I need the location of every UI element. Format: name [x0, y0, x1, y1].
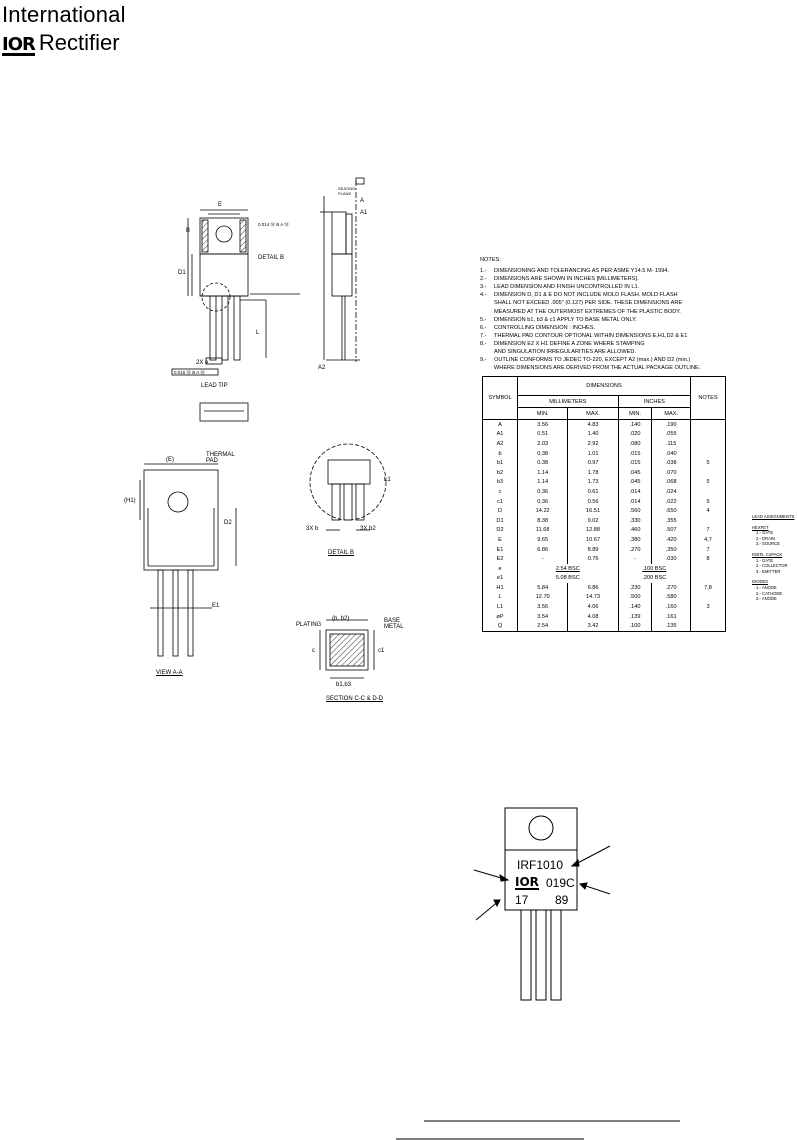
table-row: b2 1.14 1.78 .045 .070 — [483, 468, 726, 478]
part-number-marking: IRF1010 — [517, 858, 564, 872]
ior-logo-marking: IOR — [515, 875, 539, 889]
table-row: E 9.65 10.67 .380 .420 4,7 — [483, 535, 726, 545]
company-name-line1: International — [2, 2, 126, 27]
dim-e-paren-label: (E) — [166, 457, 174, 463]
side-view — [320, 178, 364, 362]
table-row: H1 5.84 6.86 .230 .270 7,8 — [483, 583, 726, 593]
lead-group-name: HEXFET — [752, 524, 769, 530]
dim-d2-label: D2 — [224, 520, 232, 526]
two-x-e-label: 2X e — [196, 360, 209, 366]
lead-item: 2.- COLLECTOR — [756, 563, 788, 569]
note-item: 7.- THERMAL PAD CONTOUR OPTIONAL WITHIN DIMENSIONS E,H1,D2 & E1 — [480, 332, 688, 339]
note-item: 6.- CONTROLLING DIMENSION : INCHES. — [480, 324, 596, 331]
note-item: 9.- OUTLINE CONFORMS TO JEDEC TO-220, EXCEPT A2 (max.) AND D2 (min.) — [480, 357, 691, 364]
mm-max-header: MAX. — [568, 408, 618, 420]
table-row: A1 0.51 1.40 .020 .055 — [483, 430, 726, 440]
note-item: 1.- DIMENSIONING AND TOLERANCING AS PER ASME Y14.5 M- 1994. — [480, 268, 670, 275]
dim-d1-label: D1 — [178, 270, 186, 276]
table-row: L1 3.56 4.06 .140 .160 3 — [483, 602, 726, 612]
table-row: Q 2.54 3.42 .100 .135 — [483, 621, 726, 631]
lead-item: 3.- SOURCE — [756, 541, 780, 547]
dim-b-label: B — [186, 228, 191, 234]
lead-item: 3.- EMITTER — [756, 568, 781, 574]
in-max-header: MAX. — [652, 408, 691, 420]
front-view — [172, 210, 300, 421]
detail-b — [310, 444, 386, 530]
table-row: b1 0.38 0.97 .015 .038 5 — [483, 458, 726, 468]
notes-block — [480, 256, 790, 372]
dim-a-label: A — [360, 198, 365, 204]
lead-item: 1.- GATE — [756, 557, 774, 563]
left-code-marking: 17 — [515, 893, 529, 907]
table-row: A 3.56 4.83 .140 .190 — [483, 420, 726, 430]
note-item: 3.- LEAD DIMENSION AND FINISH UNCONTROLLED IN L1. — [480, 284, 640, 291]
table-row: E1 6.86 8.89 .270 .350 7 — [483, 545, 726, 555]
note-item: MEASURED AT THE OUTERMOST EXTREMES OF THE PLASTIC BODY. — [494, 308, 681, 315]
note-item: SHALL NOT EXCEED .005" (0.127) PER SIDE. THESE DIMENSIONS ARE — [494, 300, 683, 307]
lead-item: 2.- DRAIN — [756, 535, 776, 541]
table-row: b3 1.14 1.73 .045 .068 5 — [483, 478, 726, 488]
dim-l-label: L — [256, 330, 260, 336]
dim-e1-label: E1 — [212, 603, 220, 609]
table-row: c 0.36 0.61 .014 .024 — [483, 487, 726, 497]
note-item: WHERE DIMENSIONS ARE DERIVED FROM THE ACTUAL PACKAGE OUTLINE. — [494, 365, 701, 372]
table-row: øP 3.54 4.08 .139 .161 — [483, 612, 726, 622]
three-x-b2-label: 3X b2 — [360, 526, 376, 532]
ior-logo: IOR — [2, 34, 35, 55]
base-metal-label: BASE METAL — [384, 618, 404, 630]
table-row: E2 - 0.76 - .030 8 — [483, 554, 726, 564]
inches-header: INCHES — [618, 396, 690, 408]
notes-header: NOTES — [691, 377, 726, 420]
lead-assignments — [752, 512, 796, 602]
detail-b-ref-label: DETAIL B — [258, 255, 285, 261]
lead-group-name: DIODES — [752, 579, 769, 585]
note-item: 4.- DIMENSION D, D1 & E DO NOT INCLUDE MOLD FLASH. MOLD FLASH — [480, 292, 678, 299]
dim-l1-label: L1 — [384, 477, 391, 483]
notes-heading: NOTES: — [480, 257, 501, 263]
in-min-header: MIN. — [618, 408, 652, 420]
note-item: 5.- DIMENSION b1, b3 & c1 APPLY TO BASE METAL ONLY. — [480, 316, 637, 323]
datum-tolerance-label: 0.015 Ⓜ B A Ⓜ — [174, 370, 205, 375]
date-code-marking: 019C — [546, 876, 575, 890]
b1-b3-label: b1,b3 — [336, 682, 352, 688]
b-b2-label: (b, b2) — [332, 616, 350, 622]
seating-plane-label: SEATING PLANE — [338, 186, 356, 196]
table-row: c1 0.36 0.56 .014 .022 5 — [483, 497, 726, 507]
mm-min-header: MIN. — [518, 408, 568, 420]
lead-tip-label: LEAD TIP — [201, 383, 228, 389]
lead-assignments-title: LEAD ASSIGNMENTS — [752, 514, 795, 519]
dim-c-label: c — [312, 648, 315, 654]
symbol-header: SYMBOL — [483, 377, 518, 420]
right-code-marking: 89 — [555, 893, 569, 907]
dimensions-header: DIMENSIONS — [518, 377, 691, 396]
table-row: L 12.70 14.73 .500 .580 — [483, 593, 726, 603]
table-row: D 14.22 16.51 .560 .650 4 — [483, 506, 726, 516]
detail-b-label: DETAIL B — [328, 550, 355, 556]
lead-item: 1.- GATE — [756, 530, 774, 536]
section-cc — [320, 620, 374, 678]
lead-item: 1.- ANODE — [756, 584, 777, 590]
dim-a1-label: A1 — [360, 210, 368, 216]
lead-item: 3.- ANODE — [756, 596, 777, 602]
note-item: AND SINGULATION IRREGULARITIES ARE ALLOWED. — [494, 349, 636, 356]
note-item: 2.- DIMENSIONS ARE SHOWN IN INCHES [MILLIMETERS]. — [480, 276, 639, 283]
table-row: e1 5.08 BSC .200 BSC — [483, 574, 726, 584]
datum-tolerance-label-2: 0.014 Ⓜ B A Ⓜ — [258, 222, 289, 227]
company-name-rectifier: Rectifier — [38, 30, 120, 55]
table-row: b 0.38 1.01 .015 .040 — [483, 449, 726, 459]
plating-label: PLATING — [296, 622, 322, 628]
lead-group-name: IGBTs, CoPACK — [752, 551, 783, 557]
section-cc-label: SECTION C-C & D-D — [326, 696, 383, 702]
dim-a2-label: A2 — [318, 365, 326, 371]
lead-item: 2.- CATHODE — [756, 590, 783, 596]
table-row: D2 11.68 12.88 .460 .507 7 — [483, 526, 726, 536]
dimensions-table — [482, 376, 726, 632]
table-row: D1 8.38 9.02 .330 .355 — [483, 516, 726, 526]
three-x-b-label: 3X b — [306, 526, 319, 532]
dim-c1-label: c1 — [378, 648, 385, 654]
millimeters-header: MILLIMETERS — [518, 396, 619, 408]
dim-h1-paren-label: (H1) — [124, 498, 136, 504]
note-item: 8.- DIMENSION E2 X H1 DEFINE A ZONE WHERE STAMPING — [480, 340, 645, 347]
view-aa-label: VIEW A-A — [156, 670, 183, 676]
thermal-pad-label: THERMAL PAD — [206, 452, 235, 464]
dim-e-label: E — [218, 202, 223, 208]
table-row: e 2.54 BSC .100 BSC — [483, 564, 726, 574]
part-marking-package — [474, 808, 610, 1000]
view-aa — [140, 464, 236, 656]
table-row: A2 2.03 2.92 .080 .115 — [483, 439, 726, 449]
